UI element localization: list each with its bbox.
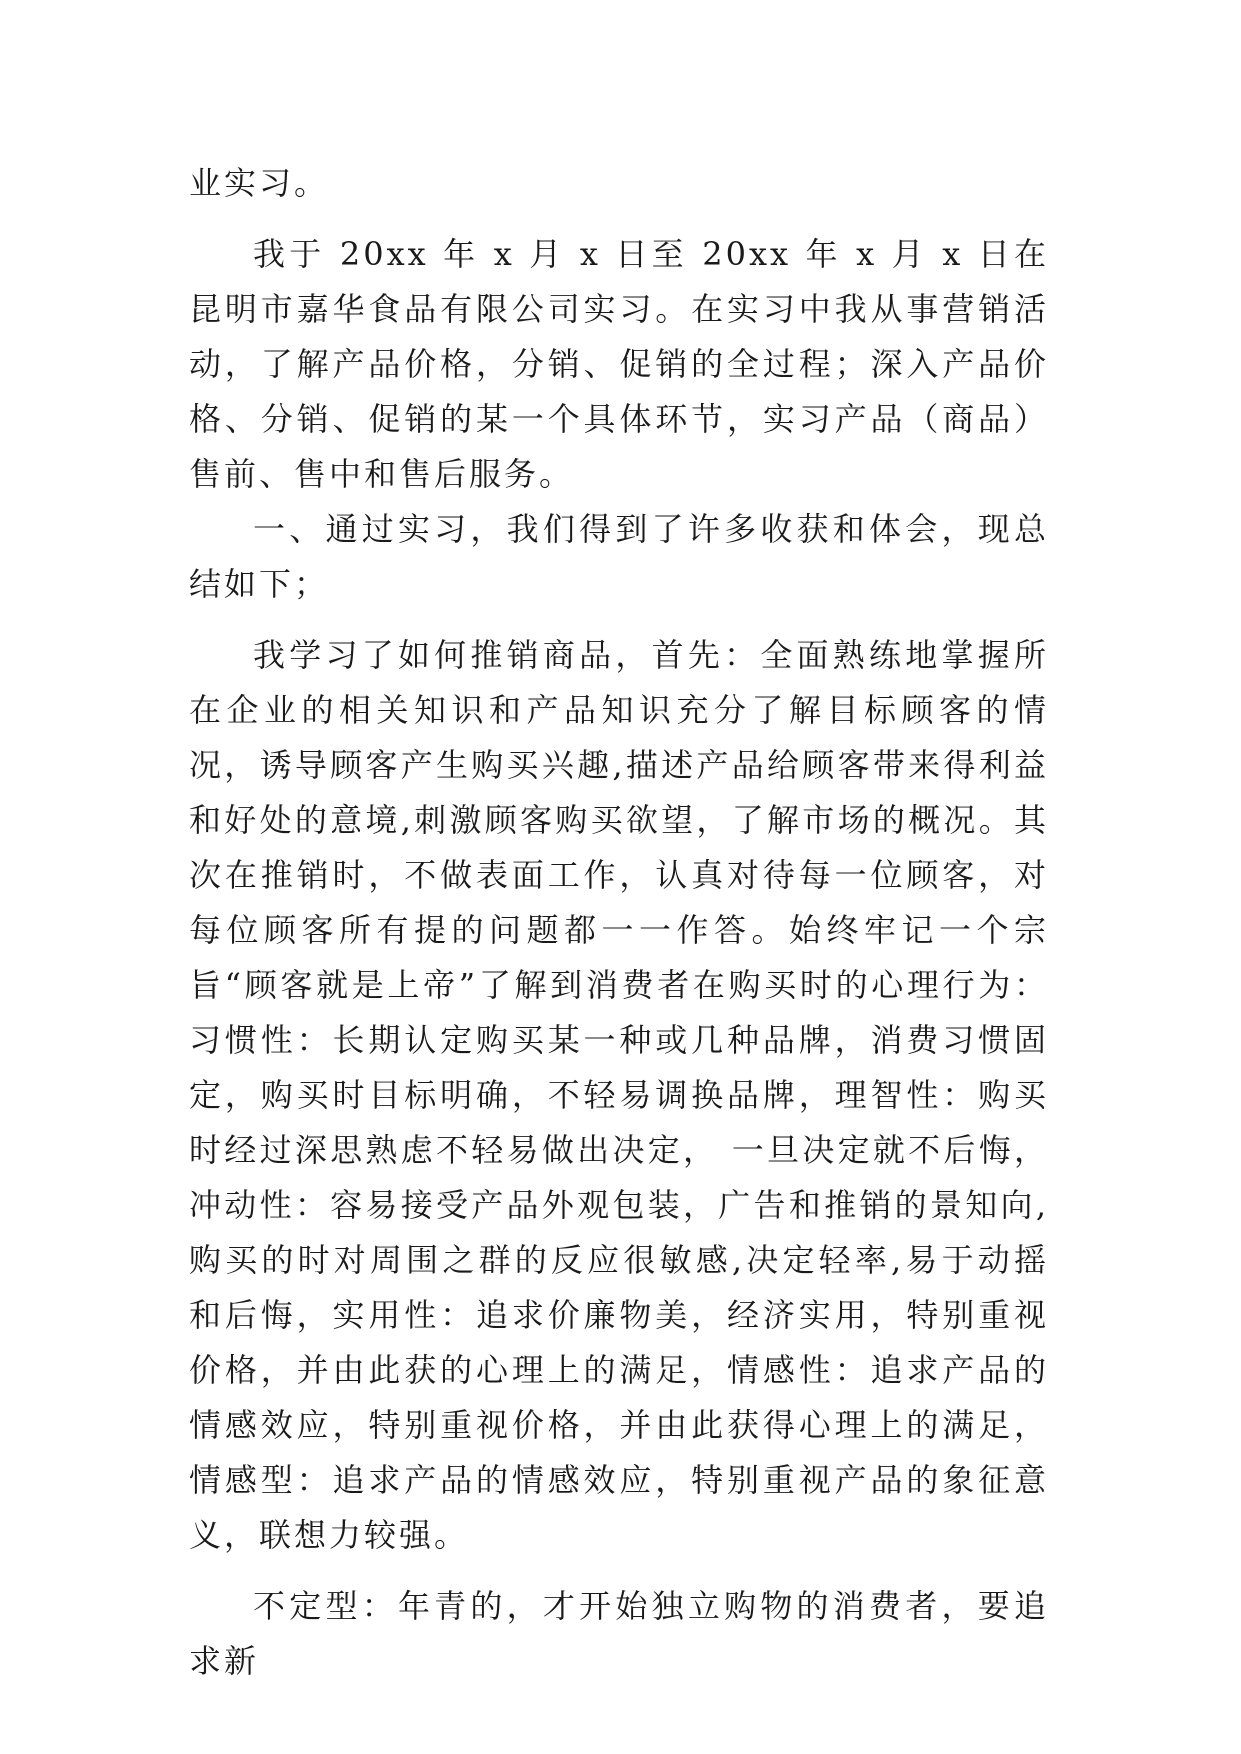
paragraph-undefined-type: 不定型：年青的，才开始独立购物的消费者，要追求新 [189,1587,1049,1680]
paragraph-summary-heading: 一、通过实习，我们得到了许多收获和体会，现总结如下； [189,510,1049,603]
paragraph-continuation: 业实习。 [189,164,330,202]
paragraph-internship-intro: 我于 20xx 年 x 月 x 日至 20xx 年 x 月 x 日在昆明市嘉华食品有限公司实习。在实习中我从事营销活动，了解产品价格，分销、促销的全过程；深入产品价格、分销、促销的某一个具体环节，实习产品（商品）售前、售中和售后服务。 [189,235,1049,493]
document-body [189,156,1049,1689]
paragraph-sales-learning: 我学习了如何推销商品，首先：全面熟练地掌握所在企业的相关知识和产品知识充分了解目标顾客的情况，诱导顾客产生购买兴趣,描述产品给顾客带来得利益和好处的意境,刺激顾客购买欲望，了解市场的概况。其次在推销时，不做表面工作，认真对待每一位顾客，对每位顾客所有提的问题都一一作答。始终牢记一个宗旨“顾客就是上帝”了解到消费者在购买时的心理行为：习惯性：长期认定购买某一种或几种品牌，消费习惯固定，购买时目标明确，不轻易调换品牌，理智性：购买时经过深思熟虑不轻易做出决定， 一旦决定就不后悔，冲动性：容易接受产品外观包装，广告和推销的景知向,购买的时对周围之群的反应很敏感,决定轻率,易于动摇和后悔，实用性：追求价廉物美，经济实用，特别重视价格，并由此获的心理上的满足，情感性：追求产品的情感效应，特别重视价格，并由此获得心理上的满足，情感型：追求产品的情感效应，特别重视产品的象征意义，联想力较强。 [189,636,1049,1554]
